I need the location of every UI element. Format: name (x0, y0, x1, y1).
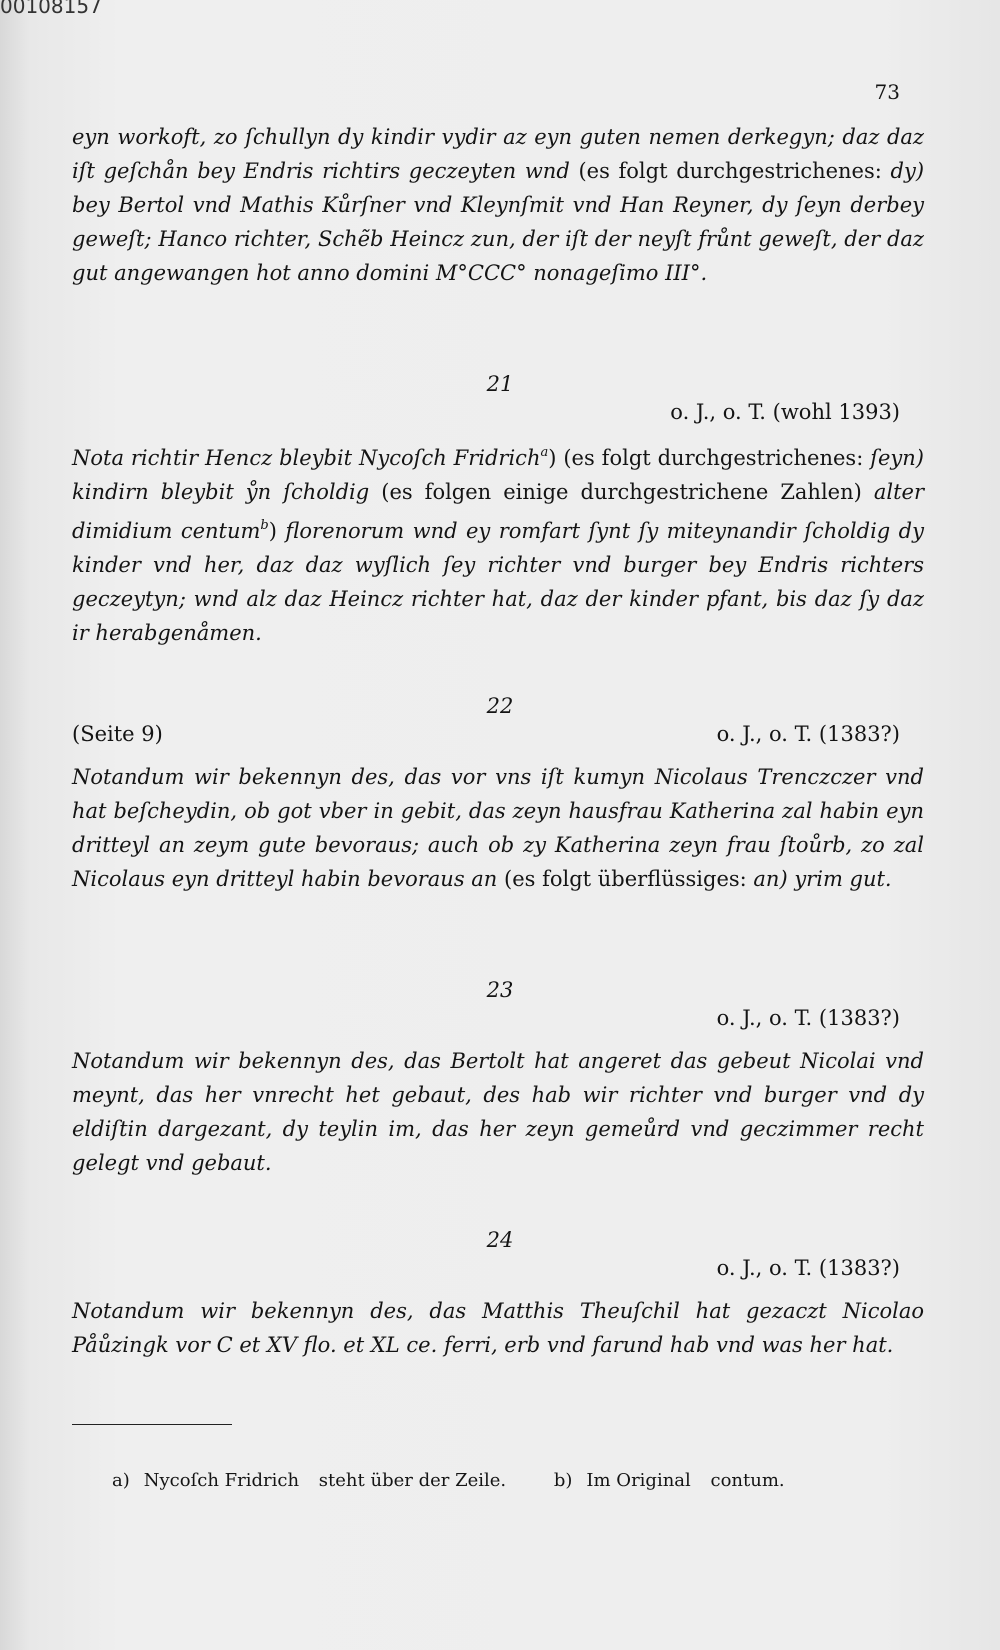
text-run: contum. (710, 1470, 785, 1491)
page-number: 73 (874, 80, 900, 104)
footnote-b (554, 1470, 813, 1491)
text-run: eyn workoft, zo ſchullyn dy kindir vydir az eyn guten nemen derkegyn; daz daz iſt geſchån bey Endris richtirs geczeyten wnd (72, 125, 924, 183)
text-run: (es folgt überflüssiges: (504, 867, 754, 891)
text-run: (es folgen einige durchgestrichene Zahlen) (381, 480, 874, 504)
text-run: ) (268, 519, 286, 543)
text-run: ſeyn) kindirn bleybit ẙn ſcholdig (72, 446, 924, 504)
footnote-a (112, 1470, 534, 1491)
text-run: florenorum wnd ey romfart ſynt ſy miteynandir ſcholdig dy kinder vnd her, daz daz wyſlich ſey richter vnd burger bey Endris richters geczeytyn; wnd alz daz Heincz richter hat, daz der kinder pfant, bis daz ſy daz ir herabgenåmen. (72, 519, 924, 645)
entry-number: 21 (486, 372, 514, 396)
text-run: Nota richtir Hencz bleybit Nycoſch Fridrich (72, 446, 541, 470)
text-run: Im Original (586, 1470, 697, 1491)
footnotes (112, 1470, 932, 1491)
text-run: steht über der Zeile. (313, 1470, 507, 1491)
footnote-marker: b (260, 518, 269, 533)
text-run: an) yrim gut. (753, 867, 892, 891)
text-run: Notandum wir bekennyn des, das vor vns iſt kumyn Nicolaus Trenczczer vnd hat beſcheydin, ob got vber in gebit, das zeyn hausfrau Katherina zal habin eyn dritteyl an zeym gute bevoraus; auch ob zy Katherina zeyn frau ſtoůrb, zo zal Nicolaus eyn dritteyl habin bevoraus an (72, 765, 924, 891)
footnote-mark: a) (112, 1470, 130, 1491)
entry-number: 22 (486, 694, 514, 718)
text-run: Notandum wir bekennyn des, das Matthis Theuſchil hat gezaczt Nicolao Påůzingk vor C et XV flo. et XL ce. ferri, erb vnd farund hab vnd was her hat. (72, 1299, 924, 1357)
entry-text (72, 1044, 924, 1180)
text-run: (es folgt durchgestrichenes: (578, 159, 891, 183)
scan-id: 00108157 (0, 0, 102, 18)
footnote-mark: b) (553, 1470, 573, 1491)
entry-text (72, 436, 924, 650)
page-reference: (Seite 9) (72, 722, 163, 746)
entry-date: o. J., o. T. (1383?) (716, 1006, 900, 1030)
entry-date: o. J., o. T. (1383?) (716, 722, 900, 746)
intro-paragraph (72, 120, 924, 290)
entry-number: 24 (486, 1228, 514, 1252)
entry-date: o. J., o. T. (1383?) (716, 1256, 900, 1280)
entry-number: 23 (486, 978, 514, 1002)
entry-date: o. J., o. T. (wohl 1393) (670, 400, 900, 424)
text-run: alter dimidium centum (72, 480, 924, 543)
entry-text (72, 760, 924, 896)
text-run: Nycoſch Fridrich (143, 1470, 300, 1491)
text-run: ) (es folgt durchgestrichenes: (548, 446, 871, 470)
footnote-text (586, 1470, 798, 1491)
footnote-text (144, 1470, 520, 1491)
text-run: dy) bey Bertol vnd Mathis Kůrſner vnd Kleynſmit vnd Han Reyner, dy ſeyn derbey geweſt; Hanco richter, Schẽb Heincz zun, der iſt der neyſt frůnt geweſt, der daz gut angewangen hot anno domini M°CCC° nonageſimo III°. (72, 159, 925, 285)
entry-text (72, 1294, 924, 1362)
footnote-rule (72, 1424, 232, 1425)
footnote-marker: a (540, 445, 549, 460)
text-run: Notandum wir bekennyn des, das Bertolt hat angeret das gebeut Nicolai vnd meynt, das her vnrecht het gebaut, des hab wir richter vnd burger vnd dy eldiſtin dargezant, dy teylin im, das her zeyn gemeůrd vnd geczimmer recht gelegt vnd gebaut. (72, 1049, 924, 1175)
